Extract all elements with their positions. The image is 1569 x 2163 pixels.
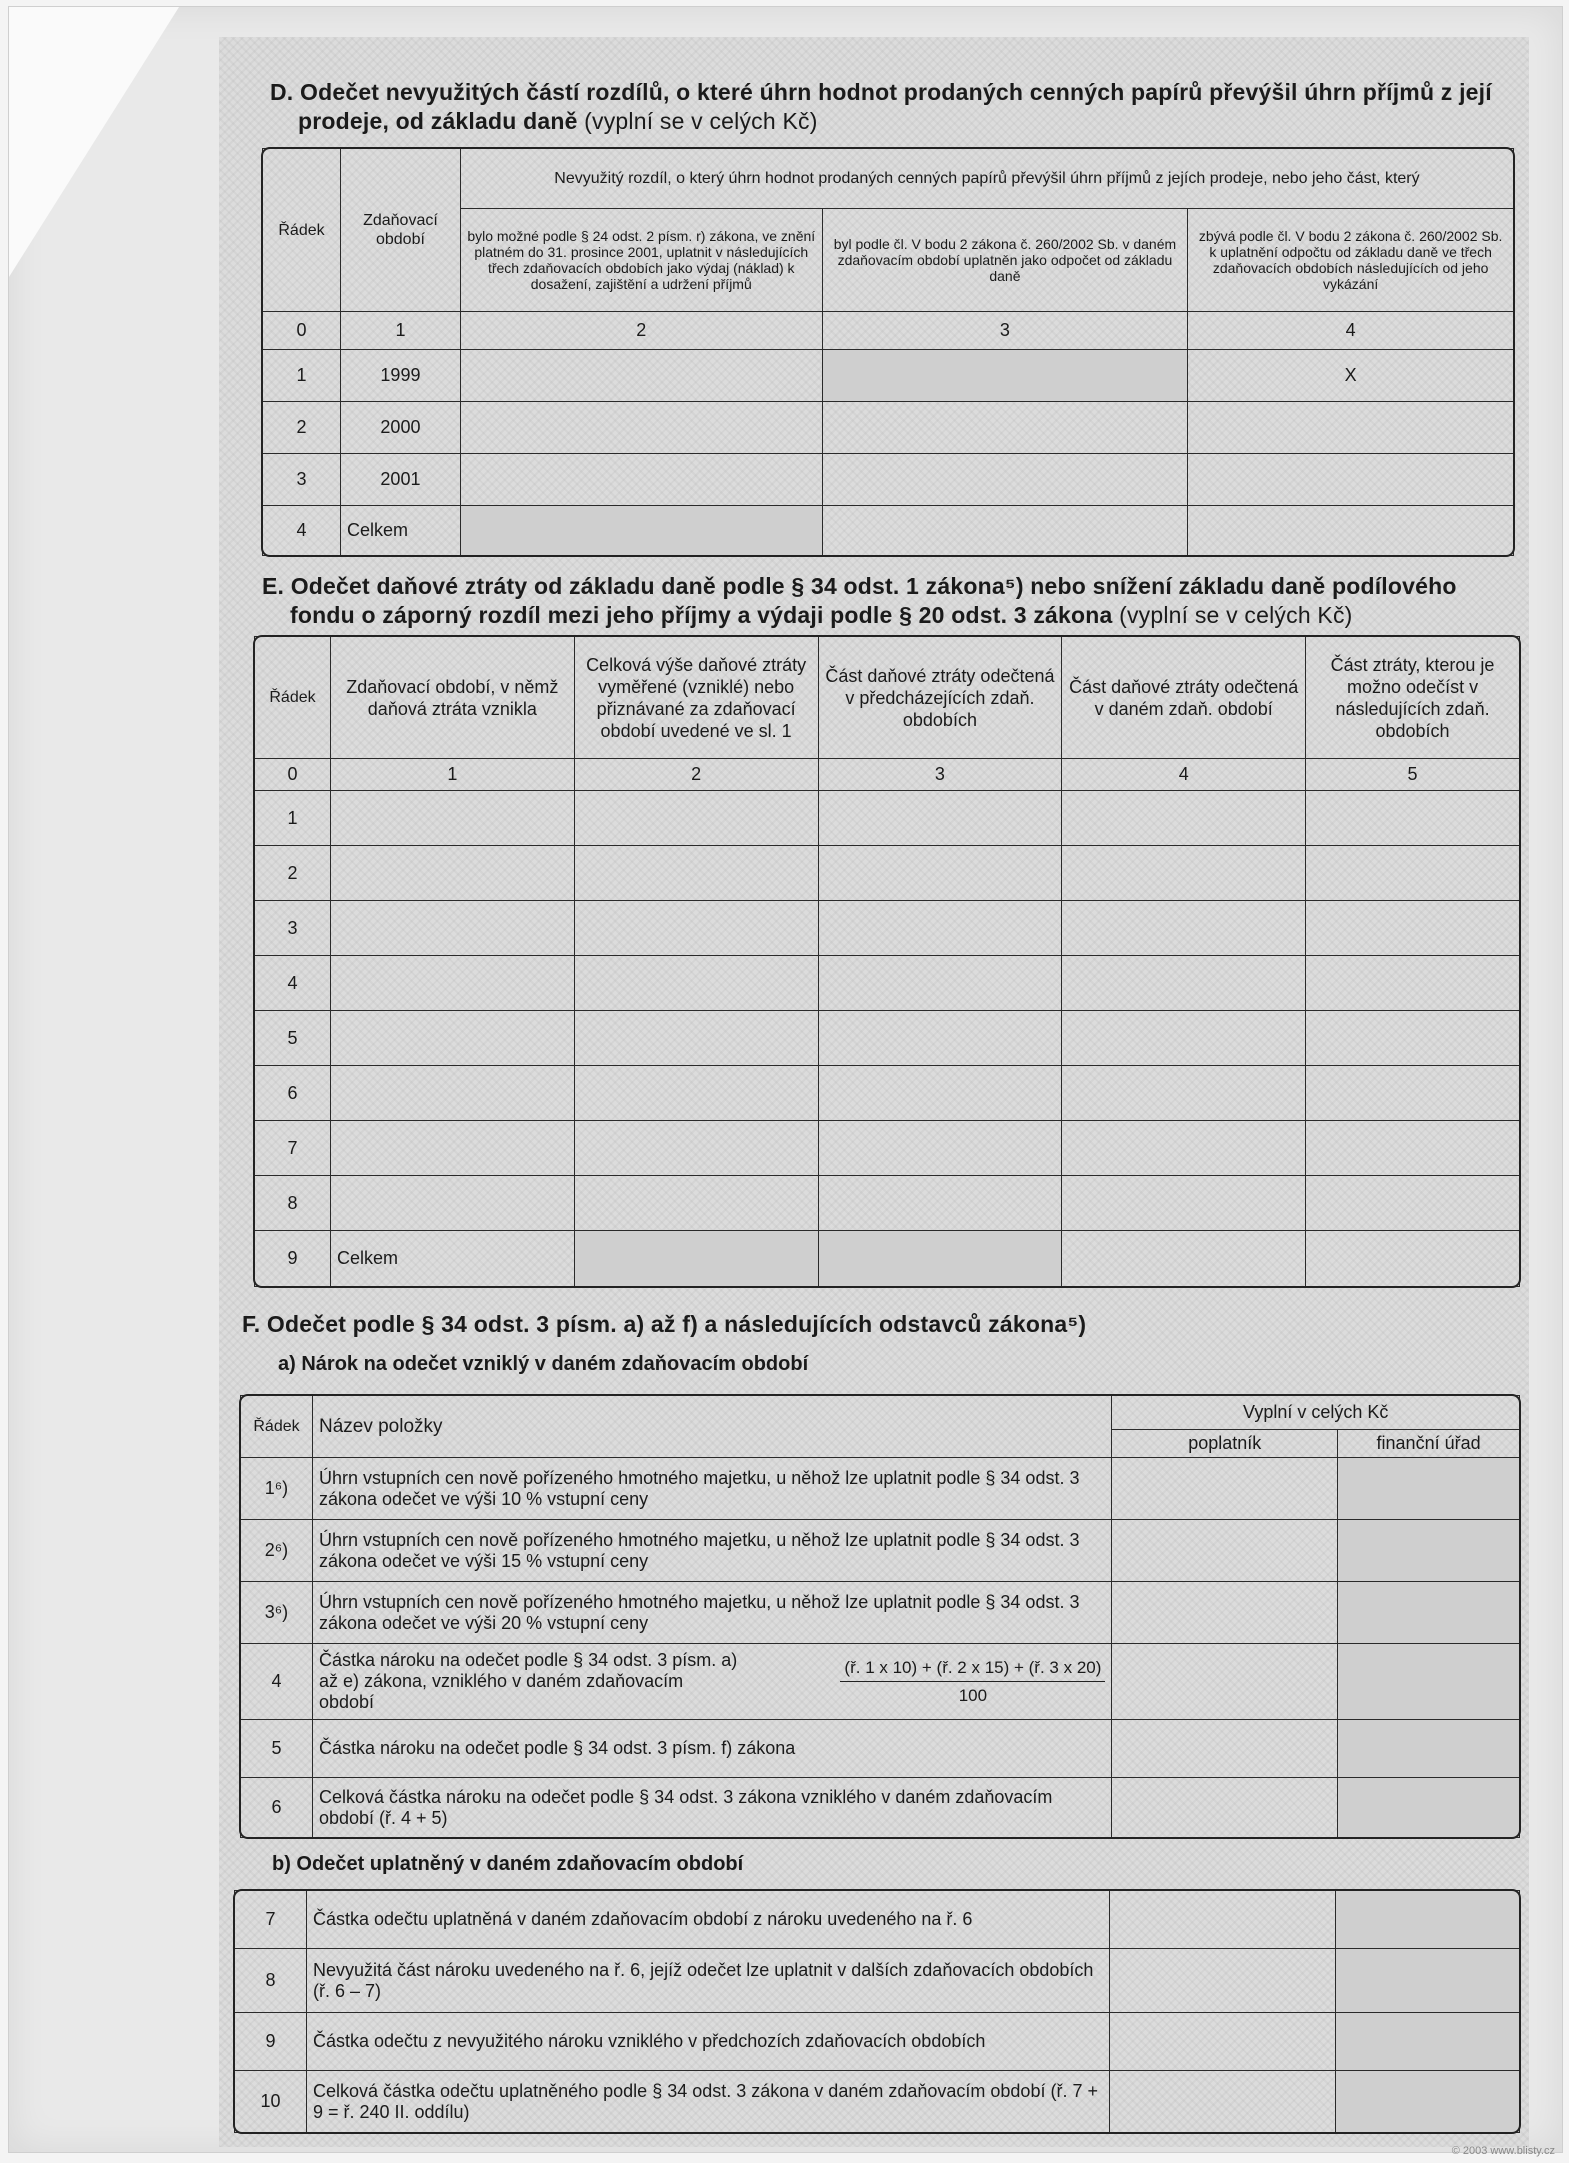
formula-denominator: 100 bbox=[958, 1686, 988, 1705]
table-row bbox=[255, 1121, 1520, 1176]
f-cell-urad bbox=[1338, 1644, 1520, 1720]
d-header-col3: byl podle čl. V bodu 2 zákona č. 260/2002 Sb. v daném zdaňovacím období uplatněn jako odpočet od základu daně bbox=[822, 209, 1188, 312]
e-cell[interactable] bbox=[574, 1176, 818, 1231]
e-cell[interactable] bbox=[330, 1121, 574, 1176]
d-cell-col2[interactable] bbox=[460, 454, 822, 506]
e-cell[interactable] bbox=[574, 791, 818, 846]
f-cell-poplatnik[interactable] bbox=[1110, 2013, 1336, 2071]
e-header-col3: Část daňové ztráty odečtená v předcházejících zdaň. obdobích bbox=[818, 637, 1062, 759]
e-cell[interactable] bbox=[1062, 1011, 1306, 1066]
f-cell-poplatnik[interactable] bbox=[1110, 2071, 1336, 2133]
formula-numerator: (ř. 1 x 10) + (ř. 2 x 15) + (ř. 3 x 20) bbox=[840, 1657, 1105, 1682]
e-colnum: 2 bbox=[574, 759, 818, 791]
e-colnum: 4 bbox=[1062, 759, 1306, 791]
table-row bbox=[255, 1066, 1520, 1121]
formula bbox=[840, 1657, 1105, 1706]
table-row bbox=[255, 1011, 1520, 1066]
e-header-radek: Řádek bbox=[255, 637, 331, 759]
e-header-col4: Část daňové ztráty odečtená v daném zdaň. období bbox=[1062, 637, 1306, 759]
e-colnum: 0 bbox=[255, 759, 331, 791]
f-row-number: 2⁶) bbox=[241, 1520, 313, 1582]
f-header-poplatnik: poplatník bbox=[1112, 1430, 1338, 1458]
e-colnum: 3 bbox=[818, 759, 1062, 791]
f-cell-urad bbox=[1338, 1520, 1520, 1582]
f-cell-poplatnik[interactable] bbox=[1112, 1720, 1338, 1778]
table-row bbox=[235, 2071, 1520, 2133]
section-d-table bbox=[262, 148, 1514, 556]
e-header-col2: Celková výše daňové ztráty vyměřené (vzniklé) nebo přiznávané za zdaňovací období uvedené ve sl. 1 bbox=[574, 637, 818, 759]
f-row-label-with-formula bbox=[312, 1644, 1111, 1720]
d-colnum: 4 bbox=[1188, 312, 1514, 350]
d-colnum: 1 bbox=[340, 312, 460, 350]
e-row-total-label: Celkem bbox=[330, 1231, 574, 1287]
table-row bbox=[255, 1176, 1520, 1231]
f-cell-urad bbox=[1338, 1778, 1520, 1838]
table-row bbox=[255, 901, 1520, 956]
e-cell[interactable] bbox=[330, 1011, 574, 1066]
f-cell-urad bbox=[1336, 2071, 1520, 2133]
e-row-number: 5 bbox=[255, 1011, 331, 1066]
d-row-number: 3 bbox=[263, 454, 341, 506]
f-row-label: Nevyužitá část nároku uvedeného na ř. 6, jejíž odečet lze uplatnit v dalších zdaňovacích obdobích (ř. 6 – 7) bbox=[306, 1949, 1109, 2013]
e-cell[interactable] bbox=[1062, 1066, 1306, 1121]
e-cell[interactable] bbox=[574, 846, 818, 901]
e-cell[interactable] bbox=[1306, 901, 1520, 956]
e-cell bbox=[818, 1231, 1062, 1287]
e-cell[interactable] bbox=[1062, 1176, 1306, 1231]
e-cell[interactable] bbox=[330, 791, 574, 846]
e-row-number: 1 bbox=[255, 791, 331, 846]
d-cell-col4[interactable] bbox=[1188, 454, 1514, 506]
e-cell[interactable] bbox=[1062, 791, 1306, 846]
f-cell-urad bbox=[1336, 1891, 1520, 1949]
f-row-number: 6 bbox=[241, 1778, 313, 1838]
f-row-label: Částka odečtu uplatněná v daném zdaňovacím období z nároku uvedeného na ř. 6 bbox=[306, 1891, 1109, 1949]
e-cell[interactable] bbox=[1306, 791, 1520, 846]
e-cell[interactable] bbox=[1062, 846, 1306, 901]
section-f-a-table bbox=[240, 1395, 1520, 1838]
e-header-col5: Část ztráty, kterou je možno odečíst v následujících zdaň. obdobích bbox=[1306, 637, 1520, 759]
section-e-title-line2-bold: fondu o záporný rozdíl mezi jeho příjmy a výdaji podle § 20 odst. 3 zákona bbox=[290, 602, 1113, 628]
e-cell[interactable] bbox=[818, 1176, 1062, 1231]
d-row-number: 2 bbox=[263, 402, 341, 454]
f-row-number: 4 bbox=[241, 1644, 313, 1720]
e-cell[interactable] bbox=[818, 1121, 1062, 1176]
table-row bbox=[263, 402, 1514, 454]
section-f-sub-b: b) Odečet uplatněný v daném zdaňovacím období bbox=[272, 1853, 744, 1875]
e-cell[interactable] bbox=[574, 1011, 818, 1066]
section-d-title bbox=[270, 78, 1510, 136]
table-row bbox=[235, 2013, 1520, 2071]
f-row-number: 1⁶) bbox=[241, 1458, 313, 1520]
e-colnum: 1 bbox=[330, 759, 574, 791]
e-cell[interactable] bbox=[1306, 1066, 1520, 1121]
table-row bbox=[255, 791, 1520, 846]
f-cell-poplatnik[interactable] bbox=[1112, 1458, 1338, 1520]
f-cell-poplatnik[interactable] bbox=[1110, 1949, 1336, 2013]
table-row bbox=[241, 1582, 1520, 1644]
table-row bbox=[235, 1949, 1520, 2013]
e-cell[interactable] bbox=[1306, 956, 1520, 1011]
e-row-number: 6 bbox=[255, 1066, 331, 1121]
e-cell[interactable] bbox=[818, 956, 1062, 1011]
table-row bbox=[263, 506, 1514, 556]
d-header-col4: zbývá podle čl. V bodu 2 zákona č. 260/2002 Sb. k uplatnění odpočtu od základu daně ve třech zdaňovacích obdobích následujících od jeho vykázání bbox=[1188, 209, 1514, 312]
table-row bbox=[241, 1720, 1520, 1778]
f-cell-urad bbox=[1338, 1582, 1520, 1644]
d-cell-col2[interactable] bbox=[460, 402, 822, 454]
section-e-title-line1: E. Odečet daňové ztráty od základu daně podle § 34 odst. 1 zákona⁵) nebo snížení základu daně podílového bbox=[262, 573, 1457, 599]
f-cell-poplatnik[interactable] bbox=[1110, 1891, 1336, 1949]
f-header-nazev: Název položky bbox=[312, 1396, 1111, 1458]
d-row-period: 2000 bbox=[340, 402, 460, 454]
table-row bbox=[263, 350, 1514, 402]
f-cell-urad bbox=[1336, 1949, 1520, 2013]
e-cell[interactable] bbox=[818, 1066, 1062, 1121]
d-header-radek: Řádek bbox=[263, 149, 341, 312]
d-row-total-label: Celkem bbox=[340, 506, 460, 556]
f-row-label: Částka odečtu z nevyužitého nároku vzniklého v předchozích zdaňovacích obdobích bbox=[306, 2013, 1109, 2071]
e-cell[interactable] bbox=[818, 846, 1062, 901]
f-row-number: 10 bbox=[235, 2071, 307, 2133]
d-cell-col4[interactable] bbox=[1188, 402, 1514, 454]
section-d-title-line2-bold: prodeje, od základu daně bbox=[298, 108, 578, 134]
d-cell-col4-x: X bbox=[1188, 350, 1514, 402]
e-row-number: 4 bbox=[255, 956, 331, 1011]
section-e-title-note: (vyplní se v celých Kč) bbox=[1119, 602, 1353, 628]
table-row bbox=[241, 1778, 1520, 1838]
e-cell[interactable] bbox=[1306, 1121, 1520, 1176]
e-cell[interactable] bbox=[574, 1121, 818, 1176]
f-cell-poplatnik[interactable] bbox=[1112, 1644, 1338, 1720]
e-cell[interactable] bbox=[574, 1066, 818, 1121]
f-row-label: Celková částka nároku na odečet podle § 34 odst. 3 zákona vzniklého v daném zdaňovacím období (ř. 4 + 5) bbox=[312, 1778, 1111, 1838]
e-cell[interactable] bbox=[818, 901, 1062, 956]
f-cell-urad bbox=[1336, 2013, 1520, 2071]
f-header-radek: Řádek bbox=[241, 1396, 313, 1458]
section-d-title-line2 bbox=[270, 107, 1510, 136]
table-row bbox=[255, 956, 1520, 1011]
e-cell[interactable] bbox=[1062, 901, 1306, 956]
d-header-obdobi: Zdaňovací období bbox=[340, 149, 460, 312]
section-f-title: F. Odečet podle § 34 odst. 3 písm. a) až f) a následujících odstavců zákona⁵) bbox=[242, 1311, 1087, 1337]
f-cell-poplatnik[interactable] bbox=[1112, 1520, 1338, 1582]
d-row-number: 1 bbox=[263, 350, 341, 402]
e-header-col1: Zdaňovací období, v němž daňová ztráta vznikla bbox=[330, 637, 574, 759]
f-cell-urad bbox=[1338, 1720, 1520, 1778]
e-cell[interactable] bbox=[330, 1066, 574, 1121]
table-row bbox=[263, 454, 1514, 506]
f-row-number: 5 bbox=[241, 1720, 313, 1778]
d-cell-col2[interactable] bbox=[460, 350, 822, 402]
e-cell bbox=[574, 1231, 818, 1287]
d-header-group: Nevyužitý rozdíl, o který úhrn hodnot prodaných cenných papírů převýšil úhrn příjmů z jejích prodeje, nebo jeho část, který bbox=[460, 149, 1513, 209]
e-cell[interactable] bbox=[1062, 956, 1306, 1011]
f-row-number: 8 bbox=[235, 1949, 307, 2013]
e-cell[interactable] bbox=[330, 901, 574, 956]
d-colnum: 2 bbox=[460, 312, 822, 350]
f-row-label: Úhrn vstupních cen nově pořízeného hmotného majetku, u něhož lze uplatnit podle § 34 odst. 3 zákona odečet ve výši 15 % vstupní ceny bbox=[312, 1520, 1111, 1582]
table-row bbox=[255, 1231, 1520, 1287]
e-row-number: 3 bbox=[255, 901, 331, 956]
d-cell-col3[interactable] bbox=[822, 402, 1188, 454]
e-cell[interactable] bbox=[1062, 1121, 1306, 1176]
section-e-title-line2 bbox=[262, 601, 1522, 630]
e-cell[interactable] bbox=[1306, 1011, 1520, 1066]
e-cell[interactable] bbox=[330, 846, 574, 901]
e-row-number: 2 bbox=[255, 846, 331, 901]
f-row-number: 3⁶) bbox=[241, 1582, 313, 1644]
e-cell[interactable] bbox=[330, 1176, 574, 1231]
f-row-label: Úhrn vstupních cen nově pořízeného hmotného majetku, u něhož lze uplatnit podle § 34 odst. 3 zákona odečet ve výši 20 % vstupní ceny bbox=[312, 1582, 1111, 1644]
f-row-label: Úhrn vstupních cen nově pořízeného hmotného majetku, u něhož lze uplatnit podle § 34 odst. 3 zákona odečet ve výši 10 % vstupní ceny bbox=[312, 1458, 1111, 1520]
d-cell-col2 bbox=[460, 506, 822, 556]
d-cell-col3[interactable] bbox=[822, 454, 1188, 506]
table-row bbox=[241, 1458, 1520, 1520]
d-row-period: 2001 bbox=[340, 454, 460, 506]
f-row-label: Částka nároku na odečet podle § 34 odst. 3 písm. a) až e) zákona, vzniklého v daném zdaňovacím období bbox=[318, 1650, 738, 1712]
f-cell-poplatnik[interactable] bbox=[1112, 1582, 1338, 1644]
e-cell[interactable] bbox=[330, 956, 574, 1011]
e-row-number: 9 bbox=[255, 1231, 331, 1287]
d-row-number: 4 bbox=[263, 506, 341, 556]
section-e-title bbox=[262, 572, 1522, 630]
e-cell[interactable] bbox=[818, 1011, 1062, 1066]
section-d-title-note: (vyplní se v celých Kč) bbox=[584, 108, 818, 134]
f-header-urad: finanční úřad bbox=[1338, 1430, 1520, 1458]
e-row-number: 8 bbox=[255, 1176, 331, 1231]
d-cell-col4[interactable] bbox=[1188, 506, 1514, 556]
table-row bbox=[241, 1644, 1520, 1720]
d-cell-col3[interactable] bbox=[822, 506, 1188, 556]
f-row-label: Celková částka odečtu uplatněného podle § 34 odst. 3 zákona v daném zdaňovacím období (ř. 7 + 9 = ř. 240 II. oddílu) bbox=[306, 2071, 1109, 2133]
folded-corner bbox=[9, 7, 179, 277]
section-d-title-line1: D. Odečet nevyužitých částí rozdílů, o které úhrn hodnot prodaných cenných papírů převýšil úhrn příjmů z její bbox=[270, 79, 1492, 105]
table-row bbox=[235, 1891, 1520, 1949]
e-cell[interactable] bbox=[574, 901, 818, 956]
copyright-watermark: © 2003 www.blisty.cz bbox=[1451, 2145, 1555, 2157]
d-row-period: 1999 bbox=[340, 350, 460, 402]
f-row-number: 9 bbox=[235, 2013, 307, 2071]
e-cell[interactable] bbox=[1306, 846, 1520, 901]
d-cell-col3 bbox=[822, 350, 1188, 402]
f-cell-urad bbox=[1338, 1458, 1520, 1520]
f-row-label: Částka nároku na odečet podle § 34 odst. 3 písm. f) zákona bbox=[312, 1720, 1111, 1778]
d-colnum: 0 bbox=[263, 312, 341, 350]
d-header-col2: bylo možné podle § 24 odst. 2 písm. r) zákona, ve znění platném do 31. prosince 2001, uplatnit v následujících třech zdaňovacích obdobích jako výdaj (náklad) k dosažení, zajištění a udržení příjmů bbox=[460, 209, 822, 312]
e-cell[interactable] bbox=[574, 956, 818, 1011]
e-cell[interactable] bbox=[1306, 1231, 1520, 1287]
f-row-number: 7 bbox=[235, 1891, 307, 1949]
e-row-number: 7 bbox=[255, 1121, 331, 1176]
e-cell[interactable] bbox=[818, 791, 1062, 846]
table-row bbox=[255, 846, 1520, 901]
f-header-vyplni: Vyplní v celých Kč bbox=[1112, 1396, 1520, 1430]
e-cell[interactable] bbox=[1306, 1176, 1520, 1231]
section-f-sub-a: a) Nárok na odečet vzniklý v daném zdaňovacím období bbox=[278, 1353, 809, 1375]
f-cell-poplatnik[interactable] bbox=[1112, 1778, 1338, 1838]
d-colnum: 3 bbox=[822, 312, 1188, 350]
e-colnum: 5 bbox=[1306, 759, 1520, 791]
section-e-table bbox=[254, 636, 1520, 1287]
table-row bbox=[241, 1520, 1520, 1582]
section-f-b-table bbox=[234, 1890, 1520, 2133]
e-cell[interactable] bbox=[1062, 1231, 1306, 1287]
